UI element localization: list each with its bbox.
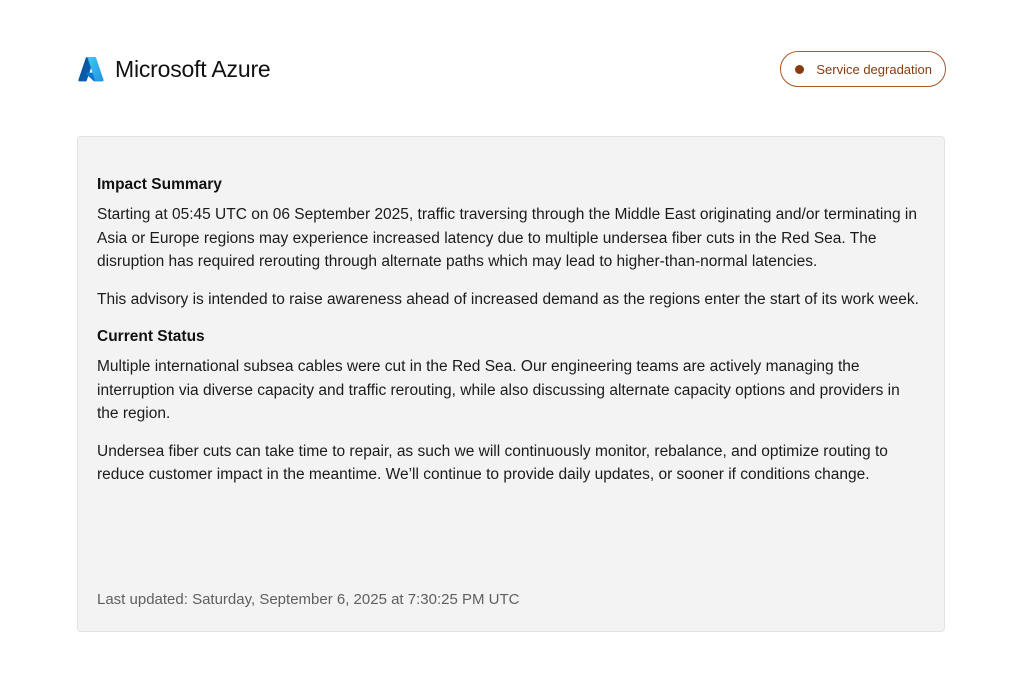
- current-status-heading: Current Status: [97, 328, 205, 345]
- azure-logo-icon: [78, 56, 104, 82]
- last-updated-timestamp: Last updated: Saturday, September 6, 2025 at 7:30:25 PM UTC: [97, 591, 520, 608]
- incident-card: [77, 136, 945, 632]
- current-status-paragraph: Multiple international subsea cables were cut in the Red Sea. Our engineering teams are actively managing the interruption via diverse capacity and traffic rerouting, while also discussing alternate capacity options and providers in the region.: [97, 358, 900, 422]
- status-dot-icon: [795, 65, 804, 74]
- impact-summary-heading: Impact Summary: [97, 176, 222, 193]
- impact-summary-paragraph: Starting at 05:45 UTC on 06 September 2025, traffic traversing through the Middle East originating and/or terminating in Asia or Europe regions may experience increased latency due to multiple undersea fiber cuts in the Red Sea. The disruption has required rerouting through alternate paths which may lead to higher-than-normal latencies.: [97, 206, 917, 270]
- current-status-paragraph: Undersea fiber cuts can take time to repair, as such we will continuously monitor, rebalance, and optimize routing to reduce customer impact in the meantime. We’ll continue to provide daily updates, or sooner if conditions change.: [97, 442, 888, 483]
- status-badge[interactable]: [780, 51, 946, 87]
- status-label: Service degradation: [816, 61, 932, 77]
- page-header: [78, 50, 946, 90]
- brand[interactable]: [78, 54, 271, 84]
- impact-summary-paragraph: This advisory is intended to raise awareness ahead of increased demand as the regions enter the start of its work week.: [97, 290, 919, 308]
- brand-name: Microsoft Azure: [115, 56, 271, 82]
